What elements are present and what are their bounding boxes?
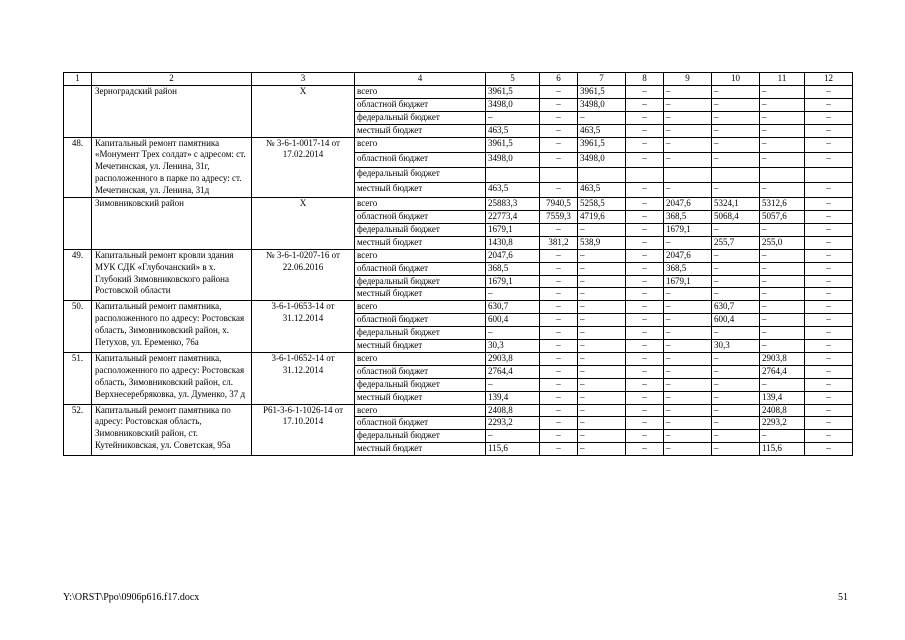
value-cell: –	[760, 85, 805, 98]
item-number: 51.	[64, 352, 92, 404]
value-cell: –	[664, 430, 712, 443]
value-cell: –	[664, 182, 712, 197]
value-cell: –	[626, 236, 664, 249]
object-name: Капитальный ремонт памятника, расположенного по адресу: Ростовская область, Зимовниковский район, х. Петухов, ул. Еременко, 76а	[92, 301, 252, 353]
value-cell: 4719,6	[578, 210, 626, 223]
value-cell: –	[805, 275, 853, 288]
object-name: Зерноградский район	[92, 85, 252, 137]
object-name: Зимовниковский район	[92, 198, 252, 250]
value-cell: –	[578, 443, 626, 456]
column-header: 7	[578, 73, 626, 86]
value-cell: 30,3	[486, 340, 540, 353]
value-cell: –	[540, 378, 578, 391]
value-cell: –	[712, 404, 760, 417]
value-cell: 368,5	[664, 210, 712, 223]
value-cell: 3498,0	[486, 98, 540, 111]
column-header: 9	[664, 73, 712, 86]
value-cell: –	[664, 111, 712, 124]
value-cell: –	[664, 85, 712, 98]
value-cell: –	[805, 236, 853, 249]
table-row	[64, 301, 853, 314]
column-header: 12	[805, 73, 853, 86]
document-reference: № 3-6-1-0017-14 от 17.02.2014	[252, 137, 355, 198]
value-cell: –	[540, 314, 578, 327]
value-cell: –	[712, 430, 760, 443]
table-row	[64, 352, 853, 365]
value-cell: 463,5	[486, 182, 540, 197]
value-cell: –	[578, 262, 626, 275]
value-cell: –	[664, 124, 712, 137]
value-cell: –	[805, 223, 853, 236]
value-cell: –	[760, 430, 805, 443]
value-cell: 2047,6	[664, 249, 712, 262]
value-cell: 381,2	[540, 236, 578, 249]
value-cell: 7940,5	[540, 198, 578, 211]
value-cell: –	[540, 352, 578, 365]
value-cell: –	[712, 288, 760, 301]
value-cell: –	[712, 124, 760, 137]
value-cell: –	[626, 111, 664, 124]
item-number	[64, 85, 92, 137]
value-cell: –	[664, 378, 712, 391]
value-cell: 30,3	[712, 340, 760, 353]
value-cell: –	[805, 137, 853, 152]
value-cell: 115,6	[760, 443, 805, 456]
value-cell: –	[664, 301, 712, 314]
value-cell: 600,4	[486, 314, 540, 327]
value-cell: –	[664, 443, 712, 456]
value-cell: 139,4	[760, 391, 805, 404]
value-cell: –	[712, 443, 760, 456]
value-cell	[578, 167, 626, 182]
value-cell: 255,7	[712, 236, 760, 249]
column-header: 6	[540, 73, 578, 86]
value-cell: –	[805, 152, 853, 167]
value-cell: –	[626, 365, 664, 378]
value-cell: –	[578, 430, 626, 443]
value-cell: –	[760, 124, 805, 137]
item-number: 50.	[64, 301, 92, 353]
value-cell: 2408,8	[760, 404, 805, 417]
table-row	[64, 137, 853, 152]
value-cell: –	[760, 301, 805, 314]
value-cell: 630,7	[486, 301, 540, 314]
value-cell: –	[664, 417, 712, 430]
value-cell: –	[540, 111, 578, 124]
value-cell: 630,7	[712, 301, 760, 314]
budget-source-label: областной бюджет	[355, 210, 486, 223]
value-cell: –	[578, 340, 626, 353]
column-header: 4	[355, 73, 486, 86]
budget-source-label: областной бюджет	[355, 417, 486, 430]
budget-source-label: всего	[355, 137, 486, 152]
value-cell: –	[540, 430, 578, 443]
value-cell: –	[712, 327, 760, 340]
value-cell: –	[664, 340, 712, 353]
value-cell: 1430,8	[486, 236, 540, 249]
object-name: Капитальный ремонт памятника по адресу: Ростовская область, Зимовниковский район, ст. Кутейниковская, ул. Советская, 95а	[92, 404, 252, 456]
value-cell: –	[805, 198, 853, 211]
budget-source-label: областной бюджет	[355, 98, 486, 111]
value-cell: –	[626, 288, 664, 301]
budget-source-label: местный бюджет	[355, 391, 486, 404]
column-header: 10	[712, 73, 760, 86]
value-cell: –	[760, 137, 805, 152]
value-cell: –	[626, 417, 664, 430]
value-cell: –	[805, 262, 853, 275]
table-row	[64, 198, 853, 211]
budget-source-label: местный бюджет	[355, 124, 486, 137]
budget-source-label: всего	[355, 301, 486, 314]
value-cell: –	[578, 111, 626, 124]
value-cell: 115,6	[486, 443, 540, 456]
value-cell: 2764,4	[486, 365, 540, 378]
value-cell: 5258,5	[578, 198, 626, 211]
item-number: 48.	[64, 137, 92, 198]
budget-source-label: федеральный бюджет	[355, 430, 486, 443]
budget-source-label: местный бюджет	[355, 236, 486, 249]
value-cell: –	[540, 404, 578, 417]
value-cell: –	[760, 223, 805, 236]
value-cell: –	[626, 301, 664, 314]
value-cell: –	[712, 352, 760, 365]
value-cell: –	[540, 275, 578, 288]
value-cell: –	[664, 98, 712, 111]
table-row	[64, 249, 853, 262]
value-cell: –	[578, 352, 626, 365]
budget-source-label: областной бюджет	[355, 262, 486, 275]
value-cell: 1679,1	[486, 223, 540, 236]
value-cell: –	[760, 378, 805, 391]
value-cell: –	[486, 327, 540, 340]
object-name: Капитальный ремонт памятника «Монумент Трех солдат» с адресом: ст. Мечетинская, ул. Ленина, 31г, расположенного в парке по адресу: ст. Мечетинская, ул. Ленина, 31д	[92, 137, 252, 198]
value-cell	[664, 167, 712, 182]
value-cell: –	[664, 137, 712, 152]
value-cell: –	[664, 391, 712, 404]
value-cell: 463,5	[578, 124, 626, 137]
value-cell: –	[760, 262, 805, 275]
value-cell: 22773,4	[486, 210, 540, 223]
value-cell: 2293,2	[486, 417, 540, 430]
value-cell	[712, 167, 760, 182]
value-cell: –	[540, 182, 578, 197]
value-cell: 2047,6	[664, 198, 712, 211]
table-header-row	[64, 73, 853, 86]
document-reference: Х	[252, 85, 355, 137]
budget-source-label: всего	[355, 85, 486, 98]
budget-source-label: федеральный бюджет	[355, 378, 486, 391]
value-cell: 463,5	[486, 124, 540, 137]
value-cell: –	[805, 443, 853, 456]
value-cell: 3498,0	[578, 98, 626, 111]
item-number: 49.	[64, 249, 92, 301]
value-cell: 2903,8	[486, 352, 540, 365]
budget-source-label: всего	[355, 249, 486, 262]
value-cell: –	[540, 262, 578, 275]
value-cell: –	[805, 314, 853, 327]
table-row	[64, 85, 853, 98]
value-cell: –	[805, 249, 853, 262]
value-cell: –	[626, 262, 664, 275]
value-cell: 2764,4	[760, 365, 805, 378]
value-cell: –	[626, 340, 664, 353]
item-number: 52.	[64, 404, 92, 456]
value-cell: –	[760, 111, 805, 124]
value-cell	[760, 167, 805, 182]
value-cell: –	[626, 223, 664, 236]
value-cell: –	[578, 404, 626, 417]
value-cell: –	[712, 391, 760, 404]
value-cell: –	[805, 111, 853, 124]
value-cell: –	[540, 223, 578, 236]
value-cell: 368,5	[486, 262, 540, 275]
value-cell: –	[805, 288, 853, 301]
value-cell: –	[805, 417, 853, 430]
value-cell: –	[578, 223, 626, 236]
value-cell: –	[664, 365, 712, 378]
value-cell: –	[760, 152, 805, 167]
value-cell: 2047,6	[486, 249, 540, 262]
budget-source-label: федеральный бюджет	[355, 275, 486, 288]
value-cell: –	[760, 288, 805, 301]
value-cell: –	[540, 340, 578, 353]
value-cell: –	[626, 198, 664, 211]
budget-source-label: местный бюджет	[355, 182, 486, 197]
budget-source-label: федеральный бюджет	[355, 167, 486, 182]
value-cell: –	[626, 124, 664, 137]
value-cell: 5324,1	[712, 198, 760, 211]
value-cell: –	[760, 98, 805, 111]
budget-source-label: федеральный бюджет	[355, 111, 486, 124]
item-number	[64, 198, 92, 250]
value-cell: –	[540, 301, 578, 314]
document-reference: № 3-6-1-0207-16 от 22.06.2016	[252, 249, 355, 301]
budget-source-label: областной бюджет	[355, 152, 486, 167]
value-cell: –	[805, 301, 853, 314]
value-cell	[486, 167, 540, 182]
value-cell: –	[486, 111, 540, 124]
column-header: 8	[626, 73, 664, 86]
value-cell: –	[626, 314, 664, 327]
value-cell: –	[712, 137, 760, 152]
value-cell: 3961,5	[578, 137, 626, 152]
value-cell: –	[805, 98, 853, 111]
value-cell: –	[540, 327, 578, 340]
value-cell: –	[805, 210, 853, 223]
value-cell: –	[540, 365, 578, 378]
value-cell: –	[626, 98, 664, 111]
budget-source-label: местный бюджет	[355, 288, 486, 301]
value-cell: –	[578, 327, 626, 340]
value-cell: –	[540, 249, 578, 262]
value-cell: 5068,4	[712, 210, 760, 223]
value-cell: 368,5	[664, 262, 712, 275]
value-cell: –	[760, 182, 805, 197]
value-cell	[540, 167, 578, 182]
value-cell: –	[760, 275, 805, 288]
value-cell: –	[712, 85, 760, 98]
value-cell: –	[712, 223, 760, 236]
value-cell: –	[540, 137, 578, 152]
value-cell: –	[805, 391, 853, 404]
value-cell: 3961,5	[486, 85, 540, 98]
value-cell: –	[760, 340, 805, 353]
value-cell: –	[578, 275, 626, 288]
value-cell: 3961,5	[486, 137, 540, 152]
budget-source-label: местный бюджет	[355, 340, 486, 353]
value-cell: –	[626, 152, 664, 167]
value-cell: –	[626, 391, 664, 404]
value-cell: 5057,6	[760, 210, 805, 223]
value-cell: –	[626, 182, 664, 197]
value-cell: –	[486, 378, 540, 391]
value-cell: –	[712, 262, 760, 275]
footer-file-path: Y:\ORST\Ppo\0906p616.f17.docx	[63, 592, 200, 603]
page-number: 51	[838, 592, 848, 603]
value-cell: –	[626, 404, 664, 417]
value-cell: –	[540, 85, 578, 98]
value-cell: –	[626, 327, 664, 340]
value-cell: –	[712, 182, 760, 197]
value-cell: –	[712, 98, 760, 111]
value-cell: –	[805, 378, 853, 391]
value-cell: –	[626, 275, 664, 288]
value-cell: –	[760, 249, 805, 262]
value-cell: 3498,0	[578, 152, 626, 167]
object-name: Капитальный ремонт кровли здания МУК СДК «Глубочанский» в х. Глубокий Зимовниковского района Ростовской области	[92, 249, 252, 301]
value-cell: –	[712, 152, 760, 167]
value-cell: –	[540, 124, 578, 137]
value-cell: –	[626, 210, 664, 223]
value-cell: 3961,5	[578, 85, 626, 98]
column-header: 3	[252, 73, 355, 86]
budget-source-label: всего	[355, 352, 486, 365]
value-cell: –	[664, 327, 712, 340]
value-cell: 3498,0	[486, 152, 540, 167]
value-cell: 600,4	[712, 314, 760, 327]
value-cell: 463,5	[578, 182, 626, 197]
value-cell: –	[664, 404, 712, 417]
value-cell: –	[540, 98, 578, 111]
value-cell: –	[626, 443, 664, 456]
table-row	[64, 404, 853, 417]
value-cell: –	[486, 430, 540, 443]
value-cell: 1679,1	[664, 275, 712, 288]
value-cell: –	[805, 430, 853, 443]
value-cell: 538,9	[578, 236, 626, 249]
document-reference: 3-6-1-0653-14 от 31.12.2014	[252, 301, 355, 353]
column-header: 11	[760, 73, 805, 86]
column-header: 2	[92, 73, 252, 86]
value-cell: 139,4	[486, 391, 540, 404]
value-cell: 255,0	[760, 236, 805, 249]
value-cell: 25883,3	[486, 198, 540, 211]
value-cell: 7559,3	[540, 210, 578, 223]
value-cell: 2293,2	[760, 417, 805, 430]
value-cell	[805, 167, 853, 182]
value-cell: –	[664, 352, 712, 365]
value-cell: –	[805, 327, 853, 340]
value-cell: –	[760, 314, 805, 327]
value-cell: –	[664, 152, 712, 167]
value-cell: –	[712, 417, 760, 430]
budget-source-label: областной бюджет	[355, 314, 486, 327]
value-cell: –	[540, 288, 578, 301]
document-reference: 3-6-1-0652-14 от 31.12.2014	[252, 352, 355, 404]
budget-source-label: местный бюджет	[355, 443, 486, 456]
value-cell: –	[626, 85, 664, 98]
value-cell: –	[578, 301, 626, 314]
value-cell: –	[578, 378, 626, 391]
value-cell: –	[540, 391, 578, 404]
value-cell: –	[712, 365, 760, 378]
budget-table	[63, 72, 853, 456]
value-cell: –	[626, 430, 664, 443]
value-cell: –	[578, 314, 626, 327]
value-cell: 5312,6	[760, 198, 805, 211]
budget-source-label: областной бюджет	[355, 365, 486, 378]
value-cell: –	[626, 352, 664, 365]
budget-source-label: федеральный бюджет	[355, 223, 486, 236]
value-cell: –	[805, 182, 853, 197]
value-cell: –	[626, 249, 664, 262]
budget-source-label: федеральный бюджет	[355, 327, 486, 340]
value-cell: –	[540, 417, 578, 430]
column-header: 1	[64, 73, 92, 86]
value-cell: –	[664, 236, 712, 249]
value-cell: 1679,1	[486, 275, 540, 288]
value-cell	[626, 167, 664, 182]
value-cell: –	[578, 365, 626, 378]
value-cell: –	[760, 327, 805, 340]
value-cell: 2408,8	[486, 404, 540, 417]
value-cell: –	[805, 365, 853, 378]
value-cell: –	[805, 85, 853, 98]
budget-source-label: всего	[355, 198, 486, 211]
value-cell: –	[712, 275, 760, 288]
value-cell: –	[540, 152, 578, 167]
value-cell: –	[805, 124, 853, 137]
document-reference: Р61-3-6-1-1026-14 от 17.10.2014	[252, 404, 355, 456]
value-cell: –	[712, 249, 760, 262]
value-cell: –	[540, 443, 578, 456]
value-cell: 2903,8	[760, 352, 805, 365]
value-cell: –	[626, 137, 664, 152]
value-cell: –	[578, 391, 626, 404]
value-cell: –	[578, 249, 626, 262]
value-cell: –	[626, 378, 664, 391]
value-cell: –	[805, 404, 853, 417]
value-cell: 1679,1	[664, 223, 712, 236]
value-cell: –	[805, 352, 853, 365]
value-cell: –	[664, 314, 712, 327]
value-cell: –	[578, 288, 626, 301]
value-cell: –	[578, 417, 626, 430]
value-cell: –	[486, 288, 540, 301]
column-header: 5	[486, 73, 540, 86]
value-cell: –	[712, 111, 760, 124]
value-cell: –	[664, 288, 712, 301]
value-cell: –	[712, 378, 760, 391]
value-cell: –	[805, 340, 853, 353]
object-name: Капитальный ремонт памятника, расположенного по адресу: Ростовская область, Зимовниковский район, сл. Верхнесеребряковка, ул. Думенко, 37 д	[92, 352, 252, 404]
document-reference: Х	[252, 198, 355, 250]
budget-source-label: всего	[355, 404, 486, 417]
